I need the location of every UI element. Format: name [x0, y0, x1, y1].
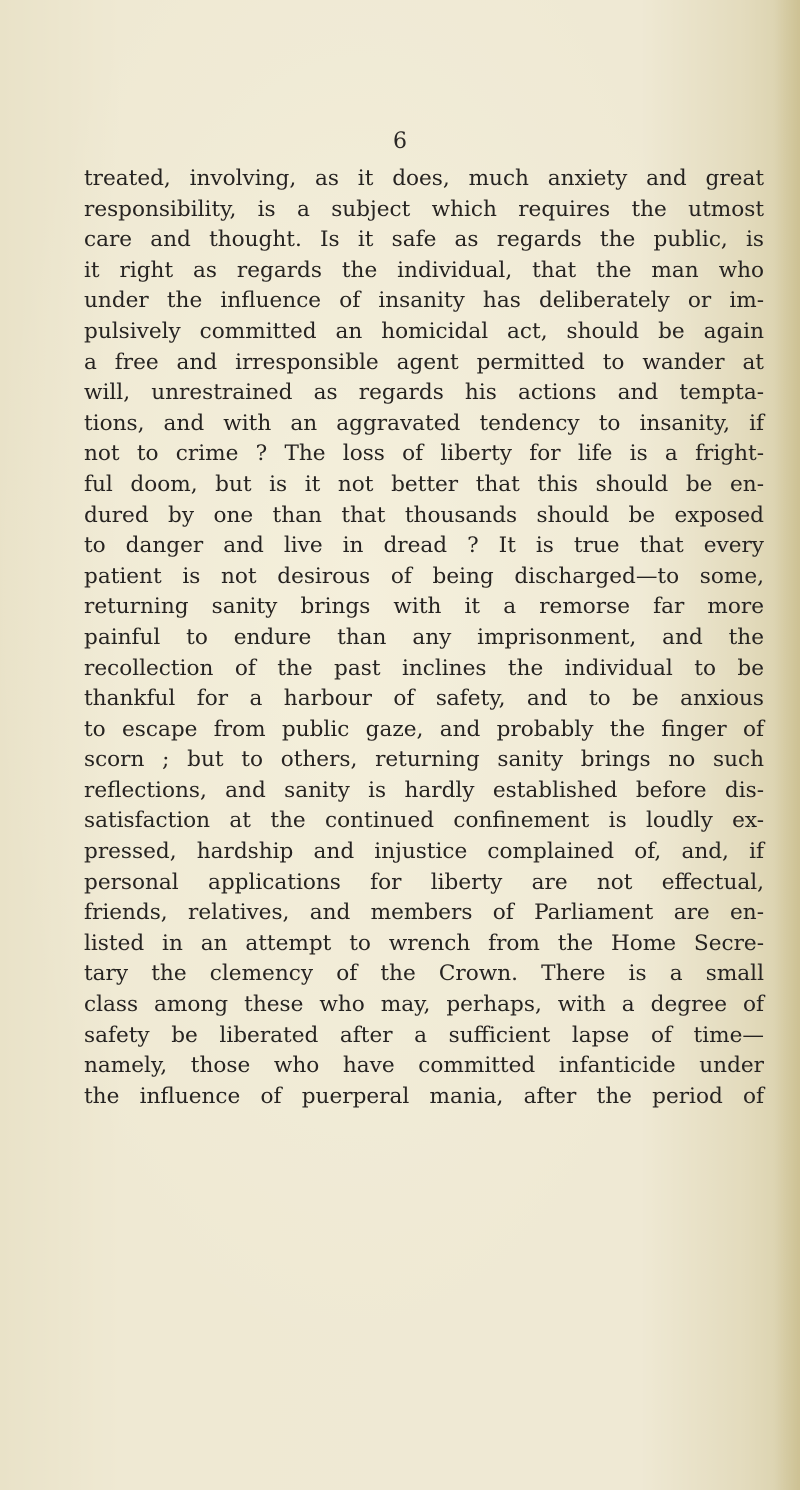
text-line: class among these who may, perhaps, with a degree of — [84, 992, 764, 1018]
text-line: pressed, hardship and injustice complained of, and, if — [84, 839, 764, 865]
text-line: tions, and with an aggravated tendency to insanity, if — [84, 410, 764, 436]
text-line: dured by one than that thousands should be exposed — [84, 502, 764, 528]
text-line: reflections, and sanity is hardly established before dis- — [84, 777, 764, 803]
text-line: under the influence of insanity has deliberately or im- — [84, 288, 764, 314]
body-text — [84, 164, 764, 1112]
text-line: treated, involving, as it does, much anxiety and great — [84, 166, 764, 191]
text-line: a free and irresponsible agent permitted to wander at — [84, 349, 764, 375]
text-line: will, unrestrained as regards his actions and tempta- — [84, 380, 764, 406]
text-line: pulsively committed an homicidal act, should be again — [84, 318, 764, 344]
text-line: friends, relatives, and members of Parliament are en- — [84, 900, 764, 926]
text-line: satisfaction at the continued confinement is loudly ex- — [84, 808, 764, 834]
text-line: to escape from public gaze, and probably the finger of — [84, 716, 764, 742]
page-number: 6 — [393, 129, 407, 154]
text-line: returning sanity brings with it a remorse far more — [84, 594, 764, 620]
text-line: responsibility, is a subject which requires the utmost — [84, 196, 764, 222]
text-line: patient is not desirous of being discharged—to some, — [84, 563, 764, 589]
page-edge-shadow — [774, 0, 800, 1490]
text-line: scorn ; but to others, returning sanity brings no such — [84, 747, 764, 773]
text-line: ful doom, but is it not better that this should be en- — [84, 471, 764, 497]
text-line: not to crime ? The loss of liberty for life is a fright- — [84, 441, 764, 467]
text-line: care and thought. Is it safe as regards the public, is — [84, 227, 764, 253]
text-line: painful to endure than any imprisonment, and the — [84, 624, 764, 650]
text-line: tary the clemency of the Crown. There is a small — [84, 961, 764, 987]
text-line: listed in an attempt to wrench from the Home Secre- — [84, 930, 764, 956]
text-line: thankful for a harbour of safety, and to be anxious — [84, 686, 764, 712]
text-line: the influence of puerperal mania, after the period of — [84, 1083, 764, 1109]
text-line: to danger and live in dread ? It is true that every — [84, 533, 764, 559]
text-line: namely, those who have committed infanticide under — [84, 1053, 764, 1079]
text-line: it right as regards the individual, that the man who — [84, 257, 764, 283]
text-line: safety be liberated after a sufficient lapse of time— — [84, 1022, 764, 1048]
text-line: personal applications for liberty are not effectual, — [84, 869, 764, 895]
text-line: recollection of the past inclines the individual to be — [84, 655, 764, 681]
